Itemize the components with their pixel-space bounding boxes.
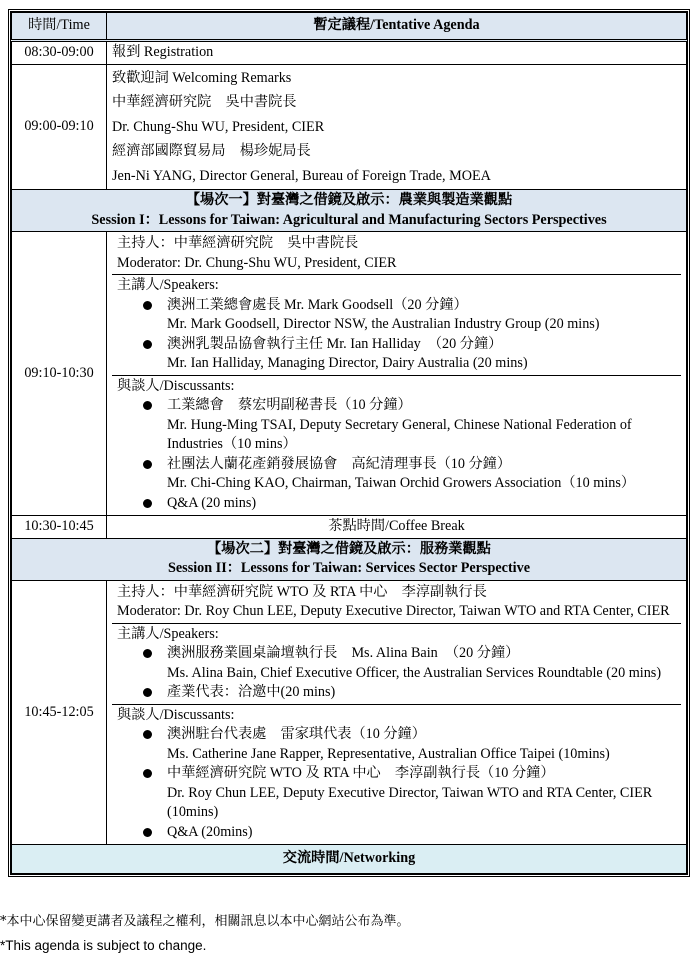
agenda-cell xyxy=(107,580,687,845)
list-item xyxy=(143,296,676,335)
time-cell: 10:45-12:05 xyxy=(12,580,107,845)
qa-item: Q&A (20 mins) xyxy=(167,494,257,511)
speakers-list xyxy=(117,644,676,703)
table-row-session-2 xyxy=(12,580,687,845)
welcome-title: 致歡迎詞 Welcoming Remarks xyxy=(112,69,292,86)
speakers-block xyxy=(112,275,681,376)
welcome-speaker-1-zh: 中華經濟研究院 吳中書院長 xyxy=(112,94,297,110)
discussants-list xyxy=(117,396,676,513)
discussant-en: Mr. Hung-Ming TSAI, Deputy Secretary General, Chinese National Federation of Industries（10 mins） xyxy=(167,416,632,452)
time-cell: 09:00-09:10 xyxy=(12,64,107,190)
discussants-list xyxy=(117,725,676,842)
agenda-table-frame xyxy=(8,9,690,877)
discussant-zh: 社團法人蘭花產銷發展協會 高紀清理事長（10 分鐘） xyxy=(167,455,512,472)
moderator-zh: 主持人：中華經濟研究院 WTO 及 RTA 中心 李淳副執行長 xyxy=(117,583,487,600)
session-1-header xyxy=(12,190,687,232)
agenda-column-header: 暫定議程/Tentative Agenda xyxy=(107,13,687,41)
moderator-block xyxy=(112,582,681,624)
qa-item: Q&A (20mins) xyxy=(167,823,253,840)
list-item xyxy=(143,335,676,374)
agenda-cell xyxy=(107,64,687,190)
discussant-zh: 中華經濟研究院 WTO 及 RTA 中心 李淳副執行長（10 分鐘） xyxy=(167,765,555,781)
footnote-zh: *本中心保留變更講者及議程之權利，相關訊息以本中心網站公布為準。 xyxy=(0,914,410,929)
footnote-en: *This agenda is subject to change. xyxy=(0,938,207,953)
speaker-zh: 澳洲工業總會處長 Mr. Mark Goodsell（20 分鐘） xyxy=(167,296,468,313)
welcome-speaker-1-en: Dr. Chung-Shu WU, President, CIER xyxy=(112,118,325,135)
agenda-cell xyxy=(107,232,687,516)
discussant-en: Mr. Chi-Ching KAO, Chairman, Taiwan Orchid Growers Association（10 mins） xyxy=(167,475,636,491)
speakers-label: 主講人/Speakers: xyxy=(117,625,219,642)
session-1-title-en: Session I：Lessons for Taiwan: Agricultural and Manufacturing Sectors Perspectives xyxy=(91,211,607,228)
time-column-header: 時間/Time xyxy=(12,13,107,41)
discussants-block xyxy=(112,705,681,844)
table-row-registration xyxy=(12,41,687,65)
agenda-cell: 報到 Registration xyxy=(107,41,687,65)
networking-cell: 交流時間/Networking xyxy=(12,845,687,874)
list-item xyxy=(143,455,676,494)
table-row-session-1 xyxy=(12,232,687,516)
footnotes xyxy=(0,910,699,958)
moderator-en: Moderator: Dr. Roy Chun LEE, Deputy Executive Director, Taiwan WTO and RTA Center, CIER xyxy=(117,603,670,619)
discussants-label: 與談人/Discussants: xyxy=(117,706,235,723)
session-2-title-en: Session II：Lessons for Taiwan: Services Sector Perspective xyxy=(167,560,531,576)
discussant-en: Dr. Roy Chun LEE, Deputy Executive Director, Taiwan WTO and RTA Center, CIER (10mins) xyxy=(167,784,653,820)
discussant-en: Ms. Catherine Jane Rapper, Representative, Australian Office Taipei (10mins) xyxy=(167,745,610,762)
time-cell: 08:30-09:00 xyxy=(12,41,107,65)
moderator-block xyxy=(112,233,681,275)
list-item xyxy=(143,823,676,843)
list-item xyxy=(143,644,676,683)
speaker-zh: 澳洲乳製品協會執行主任 Mr. Ian Halliday （20 分鐘） xyxy=(167,335,503,352)
discussant-zh: 澳洲駐台代表處 雷家琪代表（10 分鐘） xyxy=(167,726,426,742)
table-header-row xyxy=(12,13,687,41)
session-2-header xyxy=(12,538,687,580)
speakers-list xyxy=(117,296,676,374)
discussants-block xyxy=(112,376,681,515)
speaker-zh: 產業代表：洽邀中(20 mins) xyxy=(167,684,336,700)
speaker-en: Mr. Mark Goodsell, Director NSW, the Australian Industry Group (20 mins) xyxy=(167,316,600,332)
time-cell: 10:30-10:45 xyxy=(12,516,107,539)
speaker-en: Ms. Alina Bain, Chief Executive Officer, the Australian Services Roundtable (20 mins) xyxy=(167,664,662,681)
list-item xyxy=(143,683,676,703)
speaker-en: Mr. Ian Halliday, Managing Director, Dairy Australia (20 mins) xyxy=(167,355,528,371)
table-row-coffee-break xyxy=(12,516,687,539)
welcome-speaker-2-en: Jen-Ni YANG, Director General, Bureau of Foreign Trade, MOEA xyxy=(112,167,491,184)
speaker-zh: 澳洲服務業圓桌論壇執行長 Ms. Alina Bain （20 分鐘） xyxy=(167,645,520,661)
speakers-label: 主講人/Speakers: xyxy=(117,277,219,293)
welcome-speaker-2-zh: 經濟部國際貿易局 楊珍妮局長 xyxy=(112,143,311,159)
session-2-title-zh: 【場次二】對臺灣之借鏡及啟示：服務業觀點 xyxy=(207,540,491,557)
list-item xyxy=(143,494,676,514)
agenda-cell: 茶點時間/Coffee Break xyxy=(107,516,687,539)
session-1-title-zh: 【場次一】對臺灣之借鏡及啟示：農業與製造業觀點 xyxy=(185,192,513,208)
discussants-label: 與談人/Discussants: xyxy=(117,377,235,394)
list-item xyxy=(143,725,676,764)
list-item xyxy=(143,396,676,455)
moderator-en: Moderator: Dr. Chung-Shu WU, President, CIER xyxy=(117,254,397,271)
list-item xyxy=(143,764,676,823)
agenda-table xyxy=(11,12,687,874)
time-cell: 09:10-10:30 xyxy=(12,232,107,516)
table-row-welcome xyxy=(12,64,687,190)
speakers-block xyxy=(112,624,681,705)
moderator-zh: 主持人：中華經濟研究院 吳中書院長 xyxy=(117,235,359,251)
discussant-zh: 工業總會 蔡宏明副秘書長（10 分鐘） xyxy=(167,397,412,413)
table-row-networking xyxy=(12,845,687,874)
